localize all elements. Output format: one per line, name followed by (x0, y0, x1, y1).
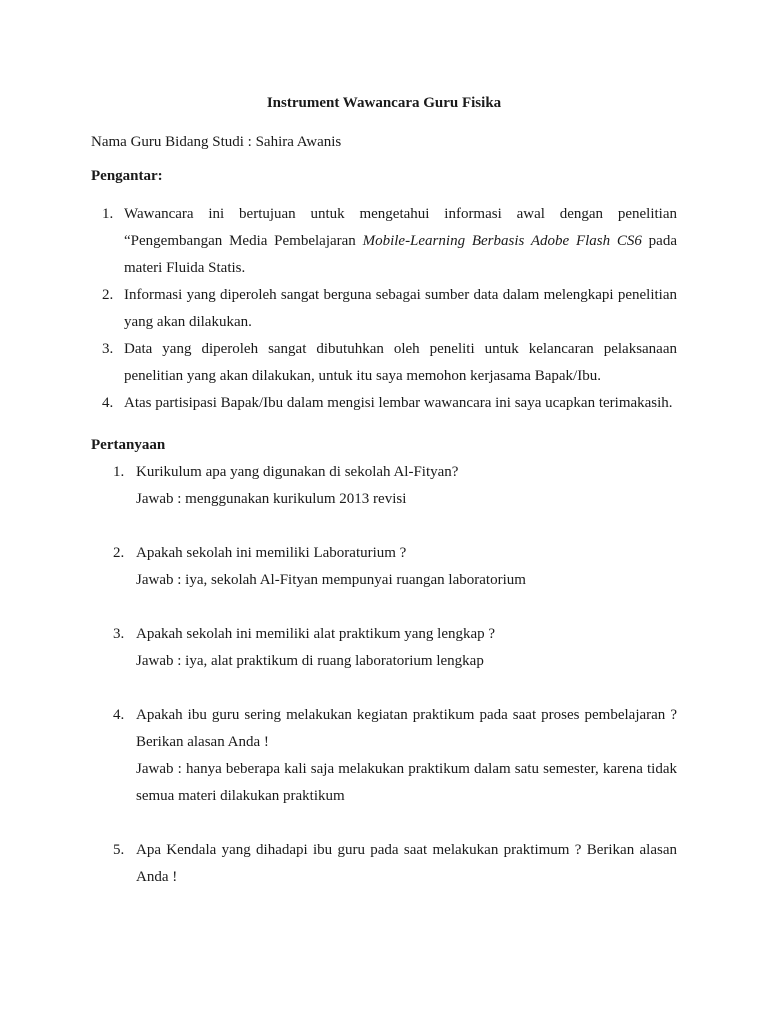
questions-list (91, 459, 677, 891)
document-title: Instrument Wawancara Guru Fisika (266, 95, 502, 111)
intro-item-text-before: Wawancara ini bertujuan untuk mengetahui informasi awal dengan penelitian “Pengembangan Media Pembelajaran (124, 206, 677, 249)
intro-item-text: Informasi yang diperoleh sangat berguna sebagai sumber data dalam melengkapi penelitian yang akan dilakukan. (124, 287, 677, 330)
question-text: Kurikulum apa yang digunakan di sekolah Al-Fityan? (136, 464, 459, 480)
answer-text: Jawab : iya, sekolah Al-Fityan mempunyai ruangan laboratorium (136, 572, 526, 588)
teacher-name-line: Nama Guru Bidang Studi : Sahira Awanis (91, 134, 342, 150)
question-item (91, 837, 677, 891)
intro-item (91, 390, 677, 417)
intro-heading: Pengantar: (91, 168, 163, 184)
intro-item-text: Data yang diperoleh sangat dibutuhkan oleh peneliti untuk kelancaran pelaksanaan penelitian yang akan dilakukan, untuk itu saya memohon kerjasama Bapak/Ibu. (124, 341, 677, 384)
question-number: 1. (113, 464, 125, 480)
answer-text: Jawab : menggunakan kurikulum 2013 revisi (136, 491, 407, 507)
intro-item-number: 1. (102, 206, 114, 222)
question-number: 2. (113, 545, 125, 561)
intro-item-number: 3. (102, 341, 114, 357)
intro-item-text: Atas partisipasi Bapak/Ibu dalam mengisi lembar wawancara ini saya ucapkan terimakasih. (124, 395, 673, 411)
question-text: Apa Kendala yang dihadapi ibu guru pada saat melakukan praktimum ? Berikan alasan Anda ! (136, 842, 677, 885)
intro-item-text-after: pada materi Fluida Statis. (124, 233, 677, 276)
questions-heading: Pertanyaan (91, 437, 166, 453)
intro-item-number: 4. (102, 395, 114, 411)
intro-item (91, 282, 677, 336)
question-item (91, 702, 677, 837)
question-text: Apakah ibu guru sering melakukan kegiatan praktikum pada saat proses pembelajaran ? Berikan alasan Anda ! (136, 707, 677, 750)
question-item (91, 540, 677, 621)
question-number: 3. (113, 626, 125, 642)
intro-item (91, 336, 677, 390)
answer-text: Jawab : hanya beberapa kali saja melakukan praktikum dalam satu semester, karena tidak semua materi dilakukan praktikum (136, 761, 677, 804)
question-number: 5. (113, 842, 125, 858)
answer-text: Jawab : iya, alat praktikum di ruang laboratorium lengkap (136, 653, 484, 669)
intro-item-text-italic: Mobile-Learning Berbasis Adobe Flash CS6 (362, 233, 642, 249)
question-item (91, 621, 677, 702)
question-item (91, 459, 677, 540)
question-text: Apakah sekolah ini memiliki alat praktikum yang lengkap ? (136, 626, 496, 642)
question-text: Apakah sekolah ini memiliki Laboraturium ? (136, 545, 407, 561)
intro-item-number: 2. (102, 287, 114, 303)
intro-item (91, 201, 677, 282)
question-number: 4. (113, 707, 125, 723)
intro-list (91, 201, 677, 417)
